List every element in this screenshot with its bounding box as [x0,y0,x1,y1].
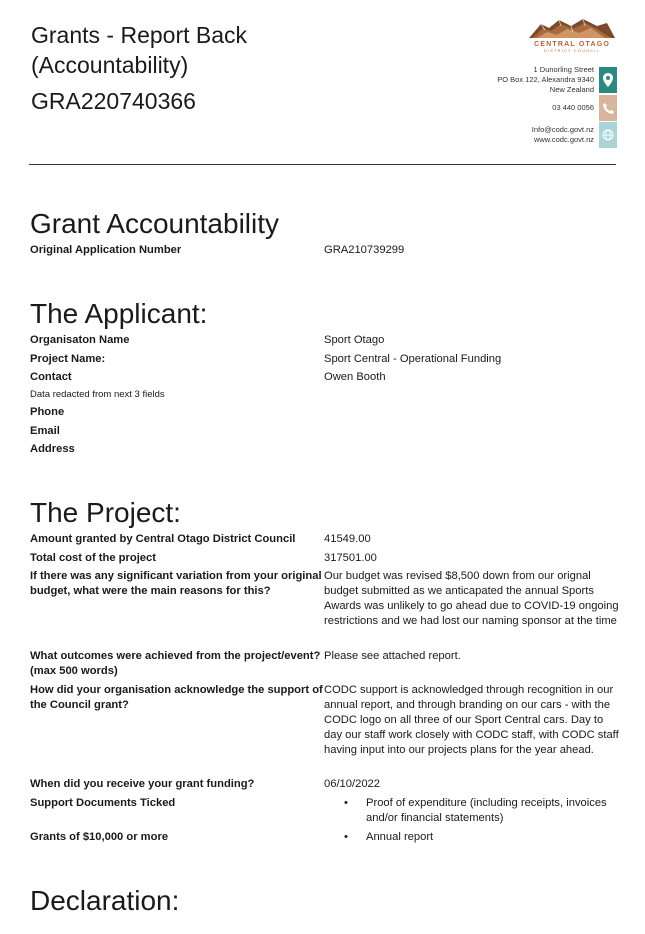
website-address: www.codc.govt.nz [533,135,594,144]
field-label: Support Documents Ticked [30,797,176,809]
field-label: Phone [30,406,65,418]
redaction-note: Data redacted from next 3 fields [30,389,165,400]
contact-web [532,122,617,148]
mountain-logo-icon [527,16,617,40]
field-value: 41549.00 [324,533,371,545]
list-item [324,830,619,845]
field-value: Please see attached report. [324,650,461,662]
bullet-list [324,796,619,826]
logo-name: CENTRAL OTAGO [533,41,610,48]
field-label: Amount granted by Central Otago District Council [30,533,296,545]
council-logo [527,16,617,53]
field-label: Email [30,425,60,437]
field-value: 06/10/2022 [324,778,380,790]
list-item-text: Annual report [366,831,434,843]
field-row [30,683,620,758]
field-label: Organisaton Name [30,334,130,346]
section-heading-accountability: Grant Accountability [30,208,280,239]
field-row [30,352,620,367]
field-value: CODC support is acknowledged through recognition in our annual report, and through branding on our cars - with the CODC logo on all three of our Sport Central cars. Day to day our staff work closely with CODC staff, with CODC staff having input into our projects plans for the year ahead. [324,684,619,756]
section-heading-declaration: Declaration: [30,885,180,916]
field-label: When did you receive your grant funding? [30,778,255,790]
bullet-icon: • [344,797,348,809]
contact-address [497,65,617,95]
section-heading-applicant: The Applicant: [30,298,208,329]
field-label: What outcomes were achieved from the project/event? (max 500 words) [30,650,321,677]
phone-number: 03 440 0056 [552,103,594,112]
document-title: Grants - Report Back [31,22,248,48]
field-label: Grants of $10,000 or more [30,831,169,843]
header-divider [29,164,616,165]
logo-subtitle: DISTRICT COUNCIL [543,49,601,53]
list-item [324,796,619,826]
field-row [30,424,620,439]
field-row [30,777,620,792]
field-value: Sport Otago [324,334,385,346]
field-label: Original Application Number [30,244,182,256]
field-label: Address [30,443,75,455]
field-row [30,333,620,348]
field-row [30,442,620,457]
location-pin-icon [599,67,617,93]
section-heading-project: The Project: [30,497,181,528]
phone-icon [599,95,617,121]
email-address: Info@codc.govt.nz [531,125,594,134]
globe-icon [599,122,617,148]
field-row [30,830,620,845]
field-label: Total cost of the project [30,552,156,564]
field-value: 317501.00 [324,552,377,564]
document-title-subtitle: (Accountability) [31,52,189,78]
field-value: GRA210739299 [324,244,405,256]
field-label: How did your organisation acknowledge the support of the Council grant? [30,684,323,711]
field-row [30,649,620,679]
field-row [30,370,620,385]
field-row [30,532,620,547]
field-row [30,796,620,826]
reference-number: GRA220740366 [31,88,196,114]
bullet-icon: • [344,831,348,843]
address-line: New Zealand [549,85,594,94]
field-label: Project Name: [30,353,106,365]
address-line: PO Box 122, Alexandra 9340 [497,75,594,84]
field-value: Our budget was revised $8,500 down from our orignal budget submitted as we anticapated the annual Sports Awards was unlikely to go ahead due to COVID-19 ongoing restrictions and we had lost our naming sponsor at the time [324,570,619,627]
field-value: Sport Central - Operational Funding [324,353,502,365]
field-label: Contact [30,371,72,383]
field-row [30,569,620,629]
field-value: Owen Booth [324,371,386,383]
contact-phone [552,95,617,121]
bullet-list [324,830,619,845]
field-label: If there was any significant variation from your original budget, what were the main reasons for this? [30,570,322,597]
field-row [30,243,620,258]
field-row [30,405,620,420]
address-line: 1 Dunorling Street [533,65,594,74]
field-row [30,551,620,566]
list-item-text: Proof of expenditure (including receipts, invoices and/or financial statements) [366,797,607,824]
